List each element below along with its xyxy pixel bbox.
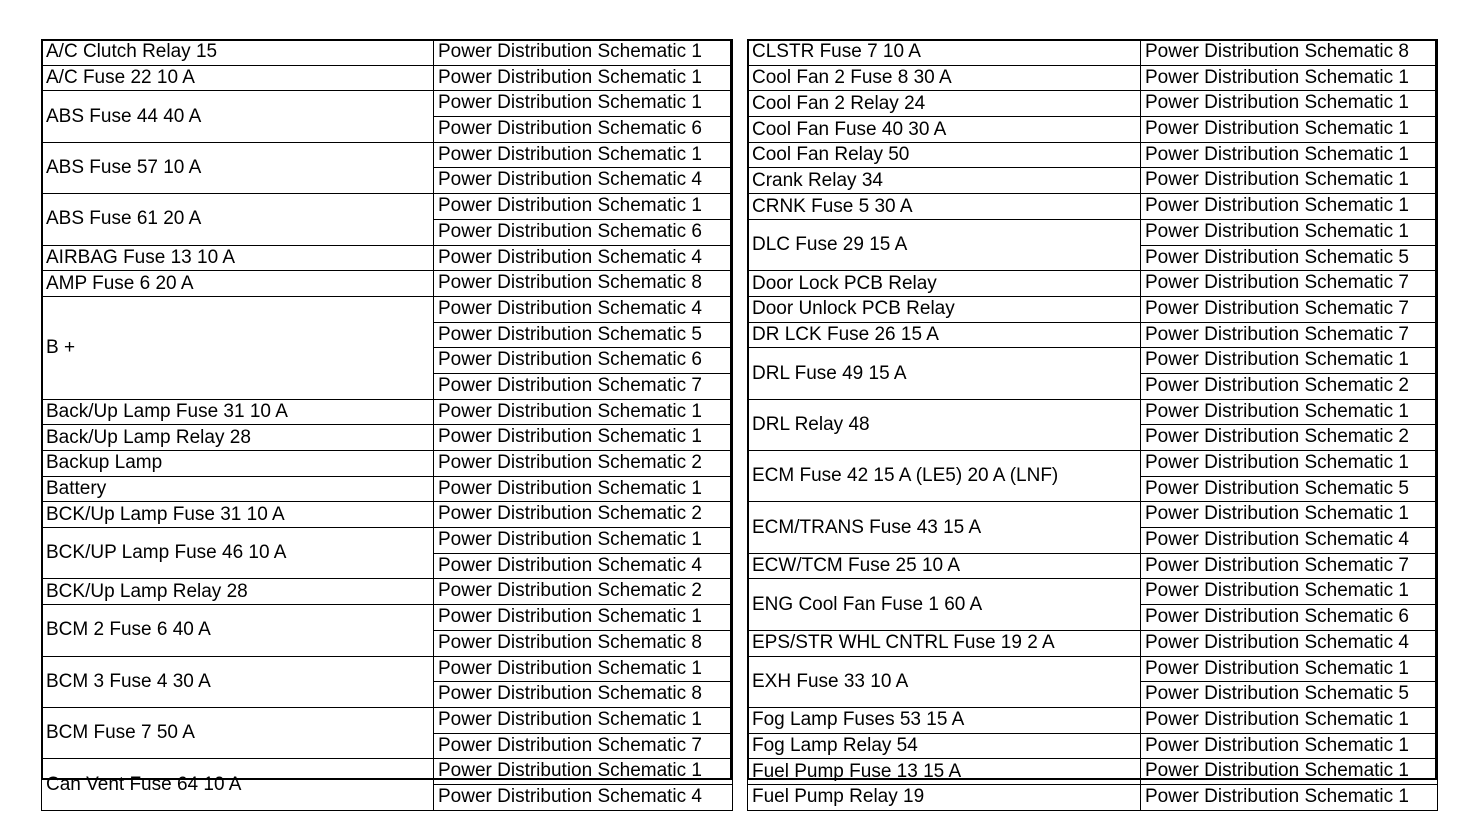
table-row — [42, 245, 733, 271]
schematic-reference: Power Distribution Schematic 1 — [1145, 400, 1409, 422]
schematic-reference: Power Distribution Schematic 1 — [1145, 195, 1409, 217]
schematic-reference: Power Distribution Schematic 4 — [434, 167, 732, 193]
schematic-reference: Power Distribution Schematic 1 — [1145, 220, 1409, 242]
schematic-reference: Power Distribution Schematic 6 — [1141, 604, 1437, 630]
schematic-reference: Power Distribution Schematic 1 — [438, 708, 702, 730]
schematic-reference-cell — [434, 476, 733, 502]
schematic-reference-cell — [1141, 707, 1438, 733]
schematic-reference: Power Distribution Schematic 1 — [1145, 66, 1409, 88]
schematic-reference: Power Distribution Schematic 7 — [434, 373, 732, 399]
component-name-cell: Cool Fan Fuse 40 30 A — [748, 117, 1141, 143]
schematic-reference-cell — [1141, 399, 1438, 450]
table-body-right — [748, 40, 1438, 811]
schematic-reference: Power Distribution Schematic 1 — [1145, 143, 1409, 165]
component-name-cell: BCM 3 Fuse 4 30 A — [42, 656, 434, 707]
table-row — [748, 40, 1438, 66]
component-name-cell: Fuel Pump Relay 19 — [748, 784, 1141, 810]
schematic-reference: Power Distribution Schematic 1 — [438, 92, 702, 114]
component-name-cell: ECM/TRANS Fuse 43 15 A — [748, 502, 1141, 553]
table-row — [42, 579, 733, 605]
table-row — [42, 656, 733, 707]
component-name-cell: BCK/Up Lamp Relay 28 — [42, 579, 434, 605]
table-row — [748, 322, 1438, 348]
table-row — [42, 451, 733, 477]
schematic-reference-cell — [434, 707, 733, 758]
schematic-reference-cell — [1141, 553, 1438, 579]
schematic-reference: Power Distribution Schematic 1 — [438, 41, 702, 62]
schematic-reference: Power Distribution Schematic 6 — [434, 116, 732, 142]
component-name-cell: ECM Fuse 42 15 A (LE5) 20 A (LNF) — [748, 451, 1141, 502]
table-row — [748, 219, 1438, 270]
component-name-cell: B + — [42, 296, 434, 399]
component-name-cell: DRL Relay 48 — [748, 399, 1141, 450]
component-name-cell: AIRBAG Fuse 13 10 A — [42, 245, 434, 271]
schematic-reference: Power Distribution Schematic 5 — [1141, 245, 1437, 271]
schematic-reference: Power Distribution Schematic 1 — [438, 195, 702, 217]
schematic-reference: Power Distribution Schematic 5 — [1141, 681, 1437, 707]
schematic-reference: Power Distribution Schematic 1 — [1145, 503, 1409, 525]
schematic-reference-cell — [1141, 65, 1438, 91]
schematic-reference: Power Distribution Schematic 4 — [434, 784, 732, 810]
component-name-cell: BCM Fuse 7 50 A — [42, 707, 434, 758]
table-body-left — [42, 40, 733, 811]
schematic-reference-cell — [434, 271, 733, 297]
component-name-cell: A/C Clutch Relay 15 — [42, 40, 434, 66]
schematic-reference-cell — [1141, 142, 1438, 168]
table-row — [748, 451, 1438, 502]
schematic-reference-cell — [434, 399, 733, 425]
table-row — [42, 65, 733, 91]
table-row — [748, 579, 1438, 630]
component-name-cell: Backup Lamp — [42, 451, 434, 477]
table-row — [42, 399, 733, 425]
schematic-reference: Power Distribution Schematic 4 — [438, 246, 702, 268]
table-row — [748, 707, 1438, 733]
schematic-reference: Power Distribution Schematic 1 — [438, 606, 702, 628]
schematic-reference: Power Distribution Schematic 1 — [438, 400, 702, 422]
table-row — [748, 759, 1438, 785]
table-row — [42, 40, 733, 66]
table-row — [748, 656, 1438, 707]
schematic-reference-cell — [434, 425, 733, 451]
component-name-cell: Fuel Pump Fuse 13 15 A — [748, 759, 1141, 785]
table-row — [748, 117, 1438, 143]
component-name-cell: Cool Fan Relay 50 — [748, 142, 1141, 168]
component-name-cell: Can Vent Fuse 64 10 A — [42, 759, 434, 810]
schematic-reference: Power Distribution Schematic 6 — [434, 347, 732, 373]
schematic-reference: Power Distribution Schematic 8 — [438, 272, 702, 294]
schematic-reference-cell — [434, 40, 733, 66]
schematic-reference-cell — [1141, 194, 1438, 220]
schematic-reference: Power Distribution Schematic 2 — [1141, 373, 1437, 399]
schematic-reference: Power Distribution Schematic 2 — [438, 580, 702, 602]
schematic-reference-cell — [1141, 117, 1438, 143]
component-name-cell: CRNK Fuse 5 30 A — [748, 194, 1141, 220]
component-name-cell: EPS/STR WHL CNTRL Fuse 19 2 A — [748, 630, 1141, 656]
schematic-reference: Power Distribution Schematic 7 — [1145, 554, 1409, 576]
schematic-reference-cell — [434, 296, 733, 399]
schematic-reference-cell — [434, 656, 733, 707]
schematic-reference: Power Distribution Schematic 1 — [438, 657, 702, 679]
schematic-reference: Power Distribution Schematic 4 — [1145, 631, 1409, 653]
schematic-reference: Power Distribution Schematic 4 — [1141, 527, 1437, 553]
component-name-cell: Door Unlock PCB Relay — [748, 296, 1141, 322]
schematic-reference: Power Distribution Schematic 6 — [434, 219, 732, 245]
schematic-reference-cell — [434, 579, 733, 605]
table-row — [42, 502, 733, 528]
table-row — [748, 168, 1438, 194]
component-name-cell: Back/Up Lamp Fuse 31 10 A — [42, 399, 434, 425]
schematic-reference: Power Distribution Schematic 1 — [1145, 785, 1409, 807]
schematic-reference-cell — [1141, 733, 1438, 759]
schematic-reference-cell — [1141, 91, 1438, 117]
schematic-reference: Power Distribution Schematic 8 — [1145, 41, 1409, 62]
component-locator-table-left — [41, 39, 733, 811]
schematic-reference-cell — [1141, 579, 1438, 630]
schematic-reference-cell — [1141, 759, 1438, 785]
schematic-reference: Power Distribution Schematic 1 — [1145, 169, 1409, 191]
component-name-cell: CLSTR Fuse 7 10 A — [748, 40, 1141, 66]
schematic-reference-cell — [1141, 322, 1438, 348]
component-name-cell: Cool Fan 2 Relay 24 — [748, 91, 1141, 117]
component-name-cell: BCK/Up Lamp Fuse 31 10 A — [42, 502, 434, 528]
schematic-reference: Power Distribution Schematic 1 — [438, 760, 702, 782]
table-row — [42, 476, 733, 502]
table-row — [42, 425, 733, 451]
schematic-reference-cell — [1141, 784, 1438, 810]
table-row — [748, 733, 1438, 759]
schematic-reference-cell — [434, 65, 733, 91]
schematic-reference: Power Distribution Schematic 4 — [434, 553, 732, 579]
schematic-reference-cell — [1141, 451, 1438, 502]
schematic-reference: Power Distribution Schematic 1 — [438, 477, 702, 499]
table-row — [748, 502, 1438, 553]
table-row — [42, 759, 733, 810]
schematic-reference: Power Distribution Schematic 2 — [1141, 424, 1437, 450]
table-row — [748, 142, 1438, 168]
component-name-cell: DRL Fuse 49 15 A — [748, 348, 1141, 399]
component-name-cell: ENG Cool Fan Fuse 1 60 A — [748, 579, 1141, 630]
schematic-reference-cell — [434, 528, 733, 579]
table-row — [42, 142, 733, 193]
table-row — [42, 528, 733, 579]
table-row — [748, 399, 1438, 450]
schematic-reference: Power Distribution Schematic 2 — [438, 452, 702, 473]
schematic-reference-cell — [1141, 219, 1438, 270]
schematic-reference-cell — [434, 91, 733, 142]
schematic-reference-cell — [434, 245, 733, 271]
schematic-reference: Power Distribution Schematic 7 — [434, 733, 732, 759]
schematic-reference-cell — [1141, 168, 1438, 194]
schematic-reference: Power Distribution Schematic 1 — [1145, 760, 1409, 782]
component-name-cell: AMP Fuse 6 20 A — [42, 271, 434, 297]
schematic-reference: Power Distribution Schematic 1 — [1145, 452, 1409, 473]
schematic-reference: Power Distribution Schematic 1 — [438, 426, 702, 448]
schematic-reference: Power Distribution Schematic 7 — [1145, 272, 1409, 294]
schematic-reference: Power Distribution Schematic 1 — [1145, 734, 1409, 756]
schematic-reference-cell — [434, 502, 733, 528]
table-row — [748, 630, 1438, 656]
schematic-reference-cell — [1141, 656, 1438, 707]
component-name-cell: ABS Fuse 44 40 A — [42, 91, 434, 142]
schematic-reference-cell — [434, 451, 733, 477]
schematic-reference: Power Distribution Schematic 1 — [1145, 657, 1409, 679]
schematic-reference-cell — [1141, 271, 1438, 297]
component-locator-table-right — [747, 39, 1438, 811]
schematic-reference: Power Distribution Schematic 1 — [1145, 349, 1409, 371]
table-row — [748, 91, 1438, 117]
component-name-cell: ABS Fuse 57 10 A — [42, 142, 434, 193]
component-name-cell: Door Lock PCB Relay — [748, 271, 1141, 297]
schematic-reference: Power Distribution Schematic 7 — [1145, 323, 1409, 345]
component-name-cell: EXH Fuse 33 10 A — [748, 656, 1141, 707]
component-name-cell: ECW/TCM Fuse 25 10 A — [748, 553, 1141, 579]
schematic-reference-cell — [1141, 630, 1438, 656]
schematic-reference-cell — [1141, 502, 1438, 553]
schematic-reference: Power Distribution Schematic 1 — [438, 66, 702, 88]
table-row — [748, 65, 1438, 91]
schematic-reference: Power Distribution Schematic 1 — [438, 143, 702, 165]
schematic-reference-cell — [434, 194, 733, 245]
schematic-reference-cell — [434, 605, 733, 656]
schematic-reference: Power Distribution Schematic 1 — [438, 529, 702, 551]
schematic-reference-cell — [1141, 296, 1438, 322]
component-name-cell: Fog Lamp Relay 54 — [748, 733, 1141, 759]
table-row — [748, 271, 1438, 297]
component-name-cell: ABS Fuse 61 20 A — [42, 194, 434, 245]
table-row — [748, 296, 1438, 322]
table-row — [42, 605, 733, 656]
schematic-reference: Power Distribution Schematic 5 — [434, 322, 732, 348]
schematic-reference: Power Distribution Schematic 1 — [1145, 118, 1409, 140]
component-name-cell: Crank Relay 34 — [748, 168, 1141, 194]
schematic-reference-cell — [434, 759, 733, 810]
table-row — [42, 194, 733, 245]
schematic-reference: Power Distribution Schematic 8 — [434, 681, 732, 707]
component-name-cell: DR LCK Fuse 26 15 A — [748, 322, 1141, 348]
component-name-cell: DLC Fuse 29 15 A — [748, 219, 1141, 270]
schematic-reference-cell — [1141, 348, 1438, 399]
table-row — [748, 784, 1438, 810]
component-name-cell: Cool Fan 2 Fuse 8 30 A — [748, 65, 1141, 91]
schematic-reference: Power Distribution Schematic 2 — [438, 503, 702, 525]
schematic-reference-cell — [1141, 40, 1438, 66]
component-name-cell: Fog Lamp Fuses 53 15 A — [748, 707, 1141, 733]
schematic-reference: Power Distribution Schematic 8 — [434, 630, 732, 656]
component-name-cell: BCM 2 Fuse 6 40 A — [42, 605, 434, 656]
schematic-reference-cell — [434, 142, 733, 193]
table-row — [42, 271, 733, 297]
table-row — [748, 348, 1438, 399]
table-row — [42, 707, 733, 758]
table-row — [42, 296, 733, 399]
schematic-reference: Power Distribution Schematic 1 — [1145, 580, 1409, 602]
schematic-reference: Power Distribution Schematic 1 — [1145, 92, 1409, 114]
schematic-reference: Power Distribution Schematic 7 — [1145, 297, 1409, 319]
schematic-reference: Power Distribution Schematic 5 — [1141, 476, 1437, 502]
component-name-cell: Battery — [42, 476, 434, 502]
schematic-reference: Power Distribution Schematic 4 — [438, 297, 702, 319]
table-row — [748, 194, 1438, 220]
component-name-cell: A/C Fuse 22 10 A — [42, 65, 434, 91]
component-name-cell: BCK/UP Lamp Fuse 46 10 A — [42, 528, 434, 579]
schematic-reference: Power Distribution Schematic 1 — [1145, 708, 1409, 730]
table-row — [42, 91, 733, 142]
table-row — [748, 553, 1438, 579]
component-name-cell: Back/Up Lamp Relay 28 — [42, 425, 434, 451]
